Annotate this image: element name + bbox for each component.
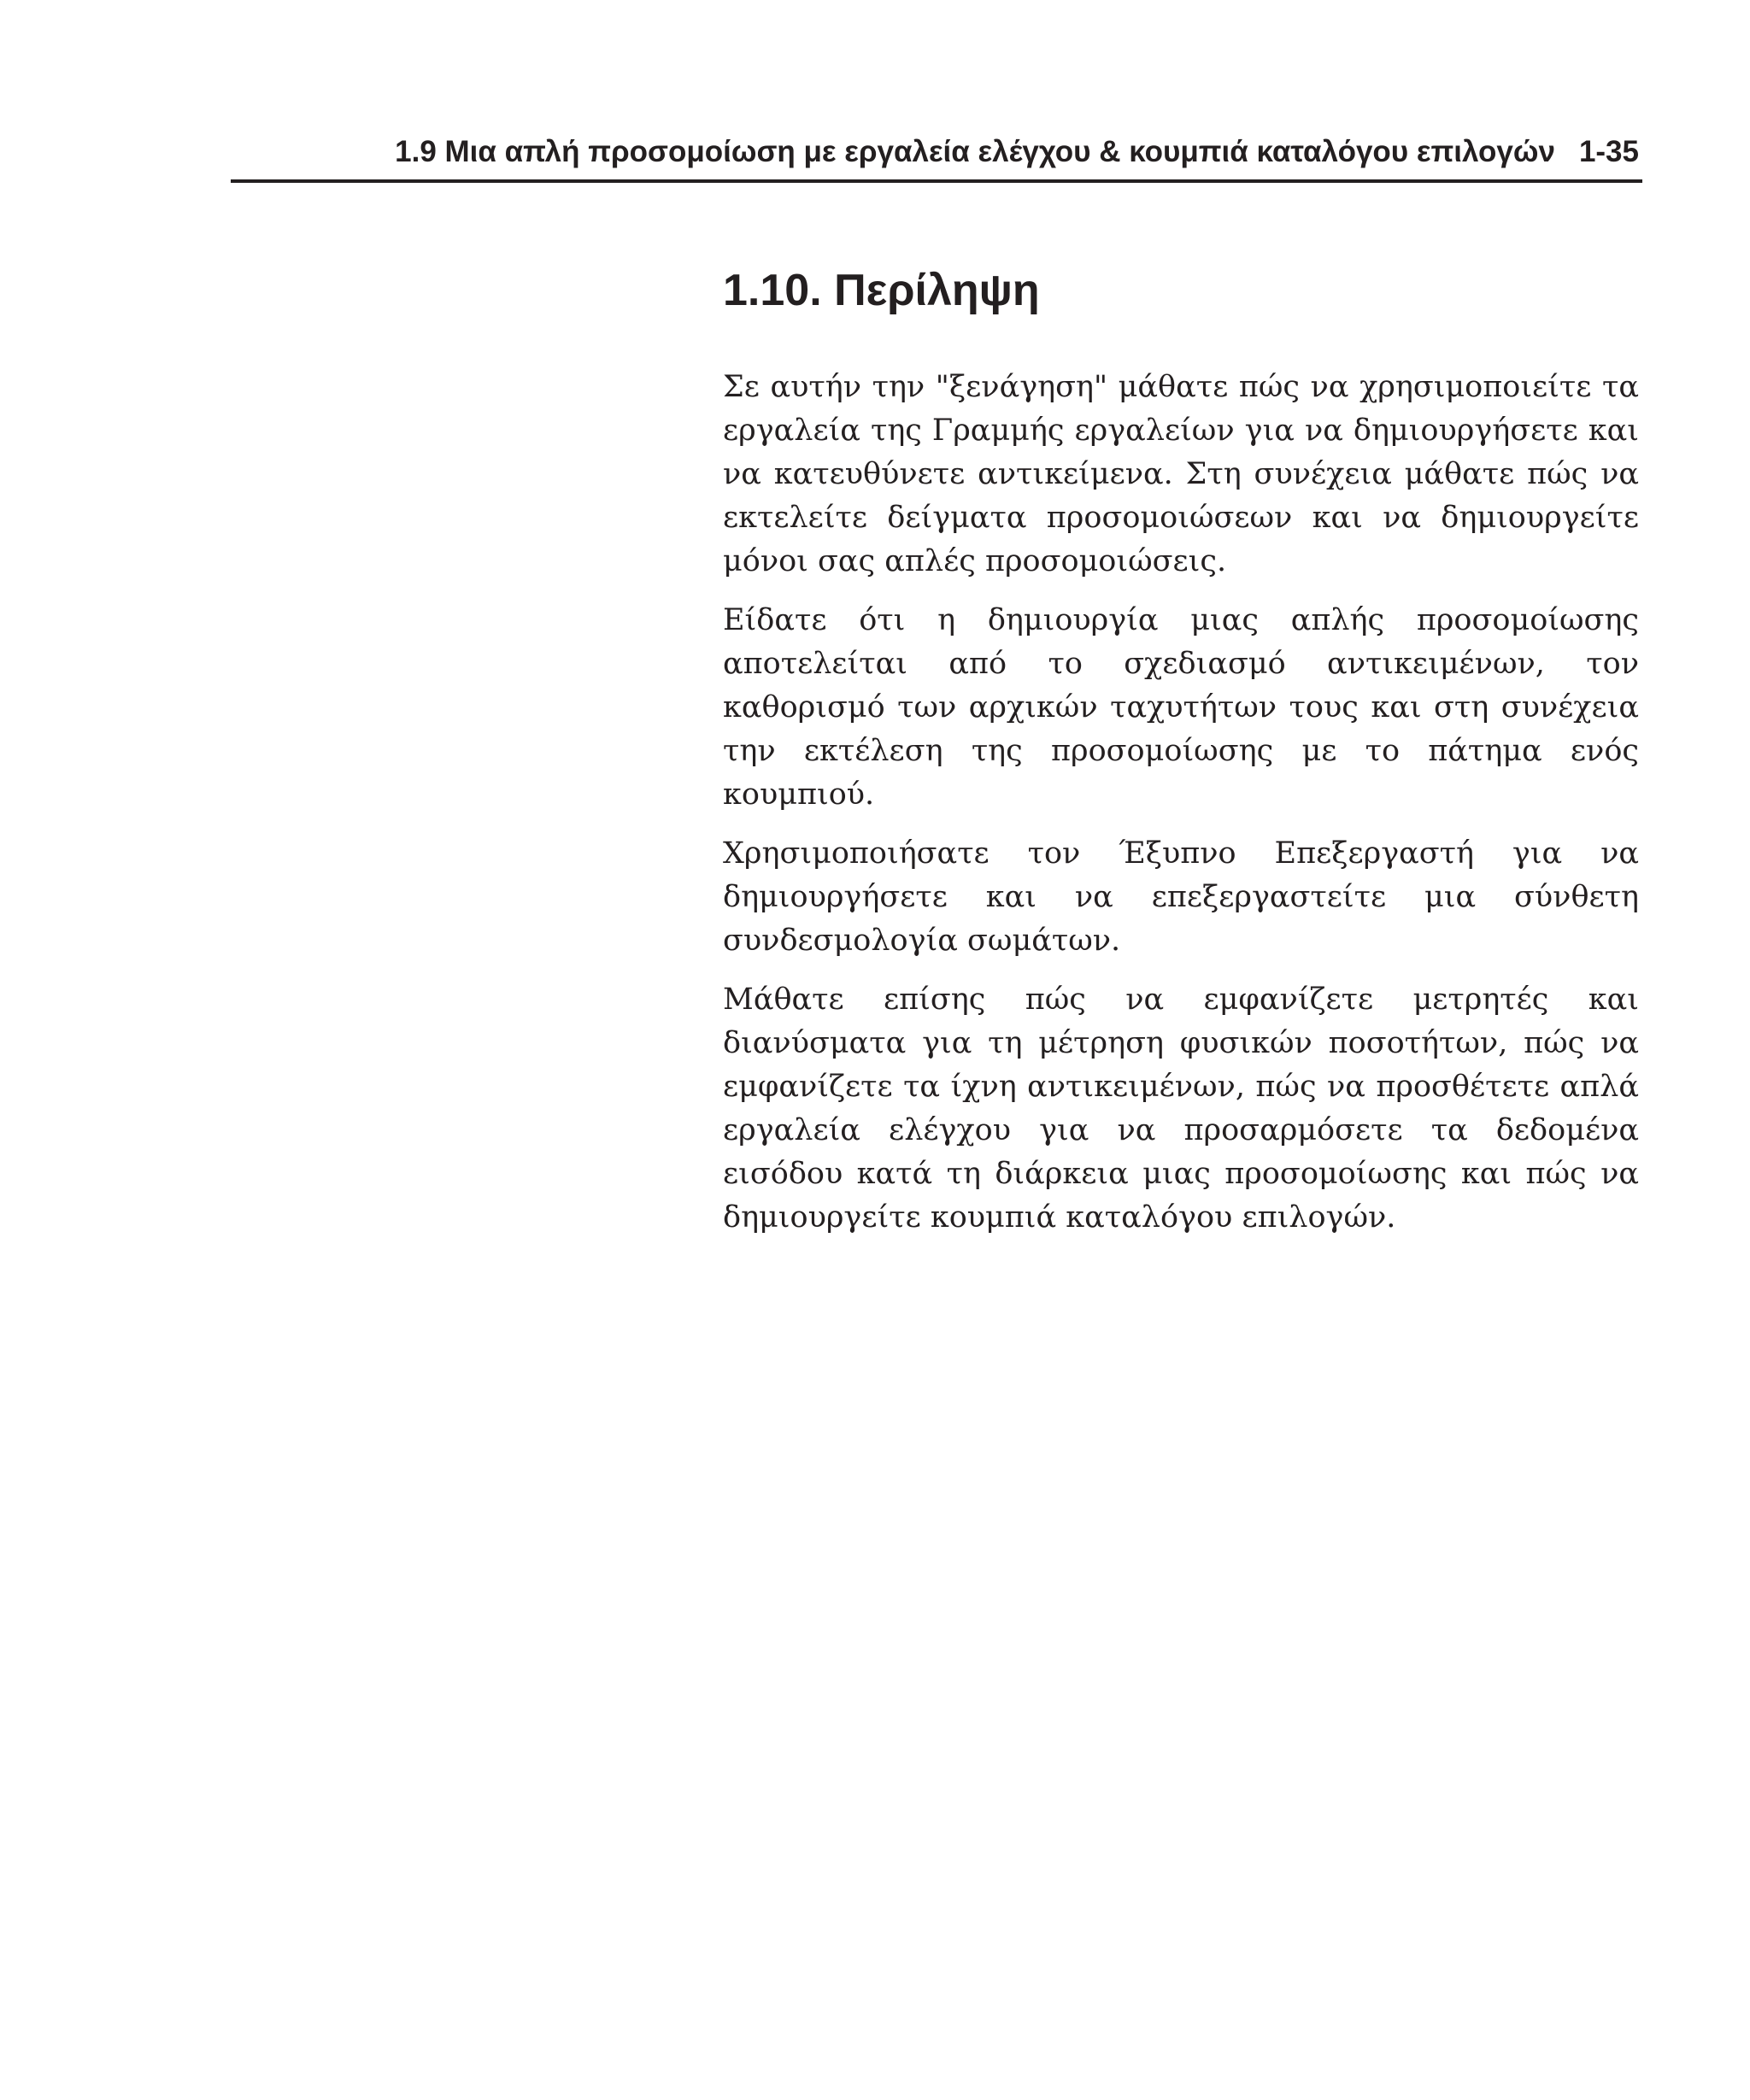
running-header-title: 1.9 Μια απλή προσομοίωση με εργαλεία ελέγχου & κουμπιά καταλόγου επιλογών [395, 135, 1555, 168]
running-header [231, 126, 1639, 178]
paragraph-1: Σε αυτήν την "ξενάγηση" μάθατε πώς να χρησιμοποιείτε τα εργαλεία της Γραμμής εργαλείων για να δημιουργήσετε και να κατευθύνετε αντικείμενα. Στη συνέχεια μάθατε πώς να εκτελείτε δείγματα προσομοιώσεων και να δημιουργείτε μόνοι σας απλές προσομοιώσεις. [723, 370, 1639, 578]
paragraph-2: Είδατε ότι η δημιουργία μιας απλής προσομοίωσης αποτελείται από το σχεδιασμό αντικειμένων, τον καθορισμό των αρχικών ταχυτήτων τους και στη συνέχεια την εκτέλεση της προσομοίωσης με το πάτημα ενός κουμπιού. [723, 603, 1639, 812]
page-number: 1-35 [1578, 135, 1639, 168]
header-divider [231, 179, 1642, 183]
paragraph-4: Μάθατε επίσης πώς να εμφανίζετε μετρητές και διανύσματα για τη μέτρηση φυσικών ποσοτήτων, πώς να εμφανίζετε τα ίχνη αντικειμένων, πώς να προσθέτετε απλά εργαλεία ελέγχου για να προσαρμόσετε τα δεδομένα εισόδου κατά τη διάρκεια μιας προσομοίωσης και πώς να δημιουργείτε κουμπιά καταλόγου επιλογών. [723, 983, 1639, 1235]
section-title: 1.10. Περίληψη [723, 266, 1040, 315]
section-body [723, 366, 1639, 1255]
paragraph-3: Χρησιμοποιήσατε τον Έξυπνο Επεξεργαστή για να δημιουργήσετε και να επεξεργαστείτε μια σύνθετη συνδεσμολογία σωμάτων. [723, 836, 1639, 958]
